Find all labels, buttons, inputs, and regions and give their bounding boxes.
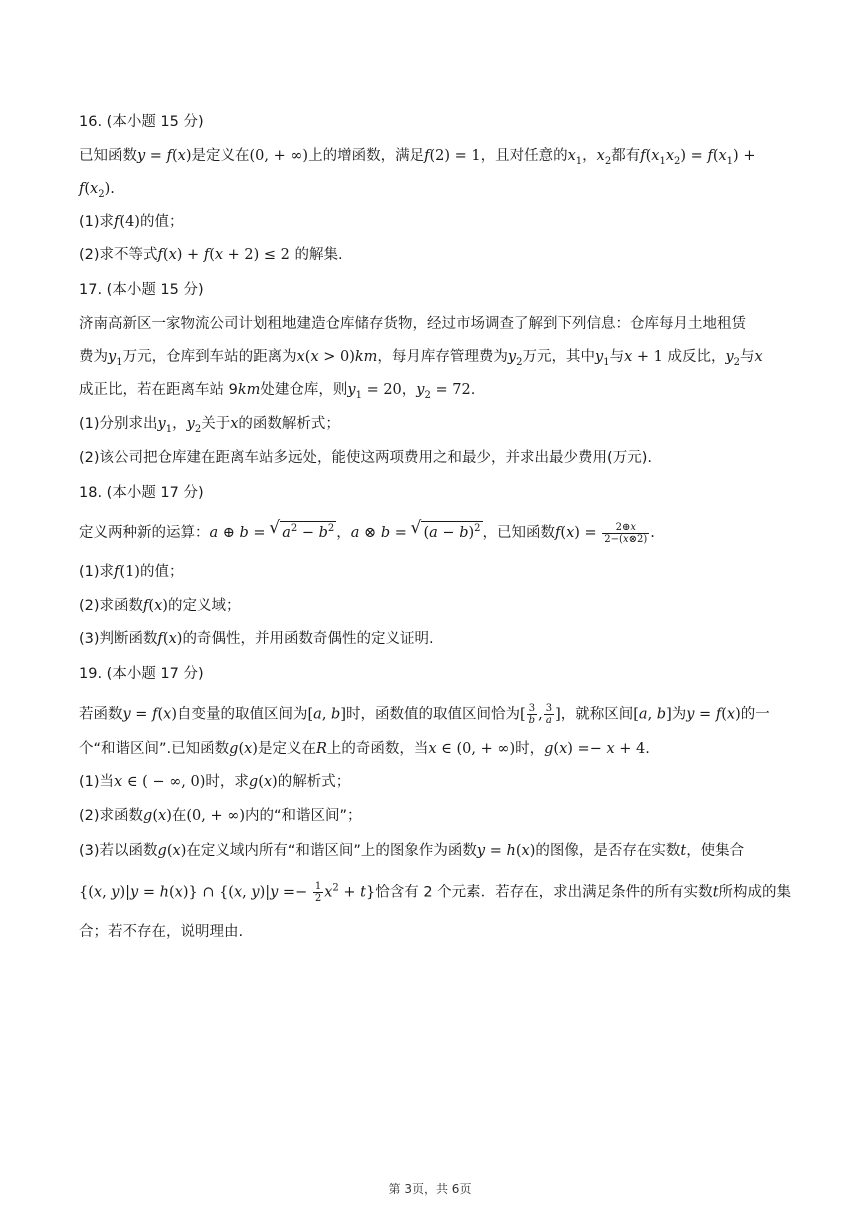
q16-part-2: (2)求不等式f(x) + f(x + 2) ≤ 2 的解集.	[79, 247, 343, 263]
q18-header: 18. (本小题 17 分)	[79, 485, 204, 501]
q18-line-1: 定义两种新的运算：a ⊕ b = √ $a^2 - b^2$ ，a ⊗ b = √ $(a - b)^2$ ，已知函数f(x) = $\frac{2\oplus x}{2-(x\otimes 2)}$ .	[79, 521, 655, 545]
q19-part-3-line-1: (3)若以函数g(x)在定义域内所有“和谐区间”上的图象作为函数y = h(x)的图像，是否存在实数t，使集合	[79, 843, 745, 859]
q18-part-2: (2)求函数f(x)的定义域；	[79, 598, 241, 614]
q17-part-1: (1)分别求出$y_1$，$y_2$关于x的函数解析式；	[79, 416, 340, 435]
q18-part-1: (1)求f(1)的值；	[79, 564, 184, 580]
q19-part-3-line-2: {(x, y)|y = h(x)} ∩ {(x, y)|y =− $\frac{1}{2}$ $x^2 + t$}恰含有 2 个元素．若存在，求出满足条件的所有实数t所构成的集	[79, 881, 792, 904]
q18-part-3: (3)判断函数f(x)的奇偶性，并用函数奇偶性的定义证明.	[79, 631, 434, 647]
q17-line-2: 费为$y_1$万元，仓库到车站的距离为x(x > 0)km，每月库存管理费为$y_2$万元，其中$y_1$与x + 1 成反比，$y_2$与x	[79, 349, 763, 368]
page-footer: 第 3页，共 6页	[388, 1182, 472, 1196]
q17-line-3: 成正比，若在距离车站 9km处建仓库，则$y_1 = 20$，$y_2 = 72$.	[79, 382, 476, 401]
q19-part-3-line-3: 合；若不存在，说明理由.	[79, 924, 244, 940]
q16-header: 16. (本小题 15 分)	[79, 114, 204, 130]
q16-part-1: (1)求f(4)的值；	[79, 214, 184, 230]
q17-header: 17. (本小题 15 分)	[79, 282, 204, 298]
q19-part-1: (1)当x ∈ ( − ∞, 0)时，求g(x)的解析式；	[79, 774, 351, 790]
q17-part-2: (2)该公司把仓库建在距离车站多远处，能使这两项费用之和最少，并求出最少费用(万元).	[79, 450, 652, 466]
q19-line-2: 个“和谐区间”.已知函数g(x)是定义在R上的奇函数，当x ∈ (0, + ∞)时，g(x) =− x + 4.	[79, 741, 650, 757]
q19-line-1: 若函数y = f(x)自变量的取值区间为[a, b]时，函数值的取值区间恰为[ $\frac{3}{b}$ , $\frac{3}{a}$ ]，就称区间[a, b]为y = f(x)的一	[79, 703, 770, 726]
q16-line-1: 已知函数y = f(x)是定义在(0, + ∞)上的增函数，满足f(2) = 1，且对任意的$x_1$，$x_2$都有$f(x_1x_2) = f(x_1)$ +	[79, 148, 756, 167]
q19-part-2: (2)求函数g(x)在(0, + ∞)内的“和谐区间”；	[79, 808, 362, 824]
q17-line-1: 济南高新区一家物流公司计划租地建造仓库储存货物，经过市场调查了解到下列信息：仓库每月土地租赁	[79, 316, 746, 332]
q16-line-2: $f(x_2)$.	[79, 181, 115, 200]
q19-header: 19. (本小题 17 分)	[79, 666, 204, 682]
